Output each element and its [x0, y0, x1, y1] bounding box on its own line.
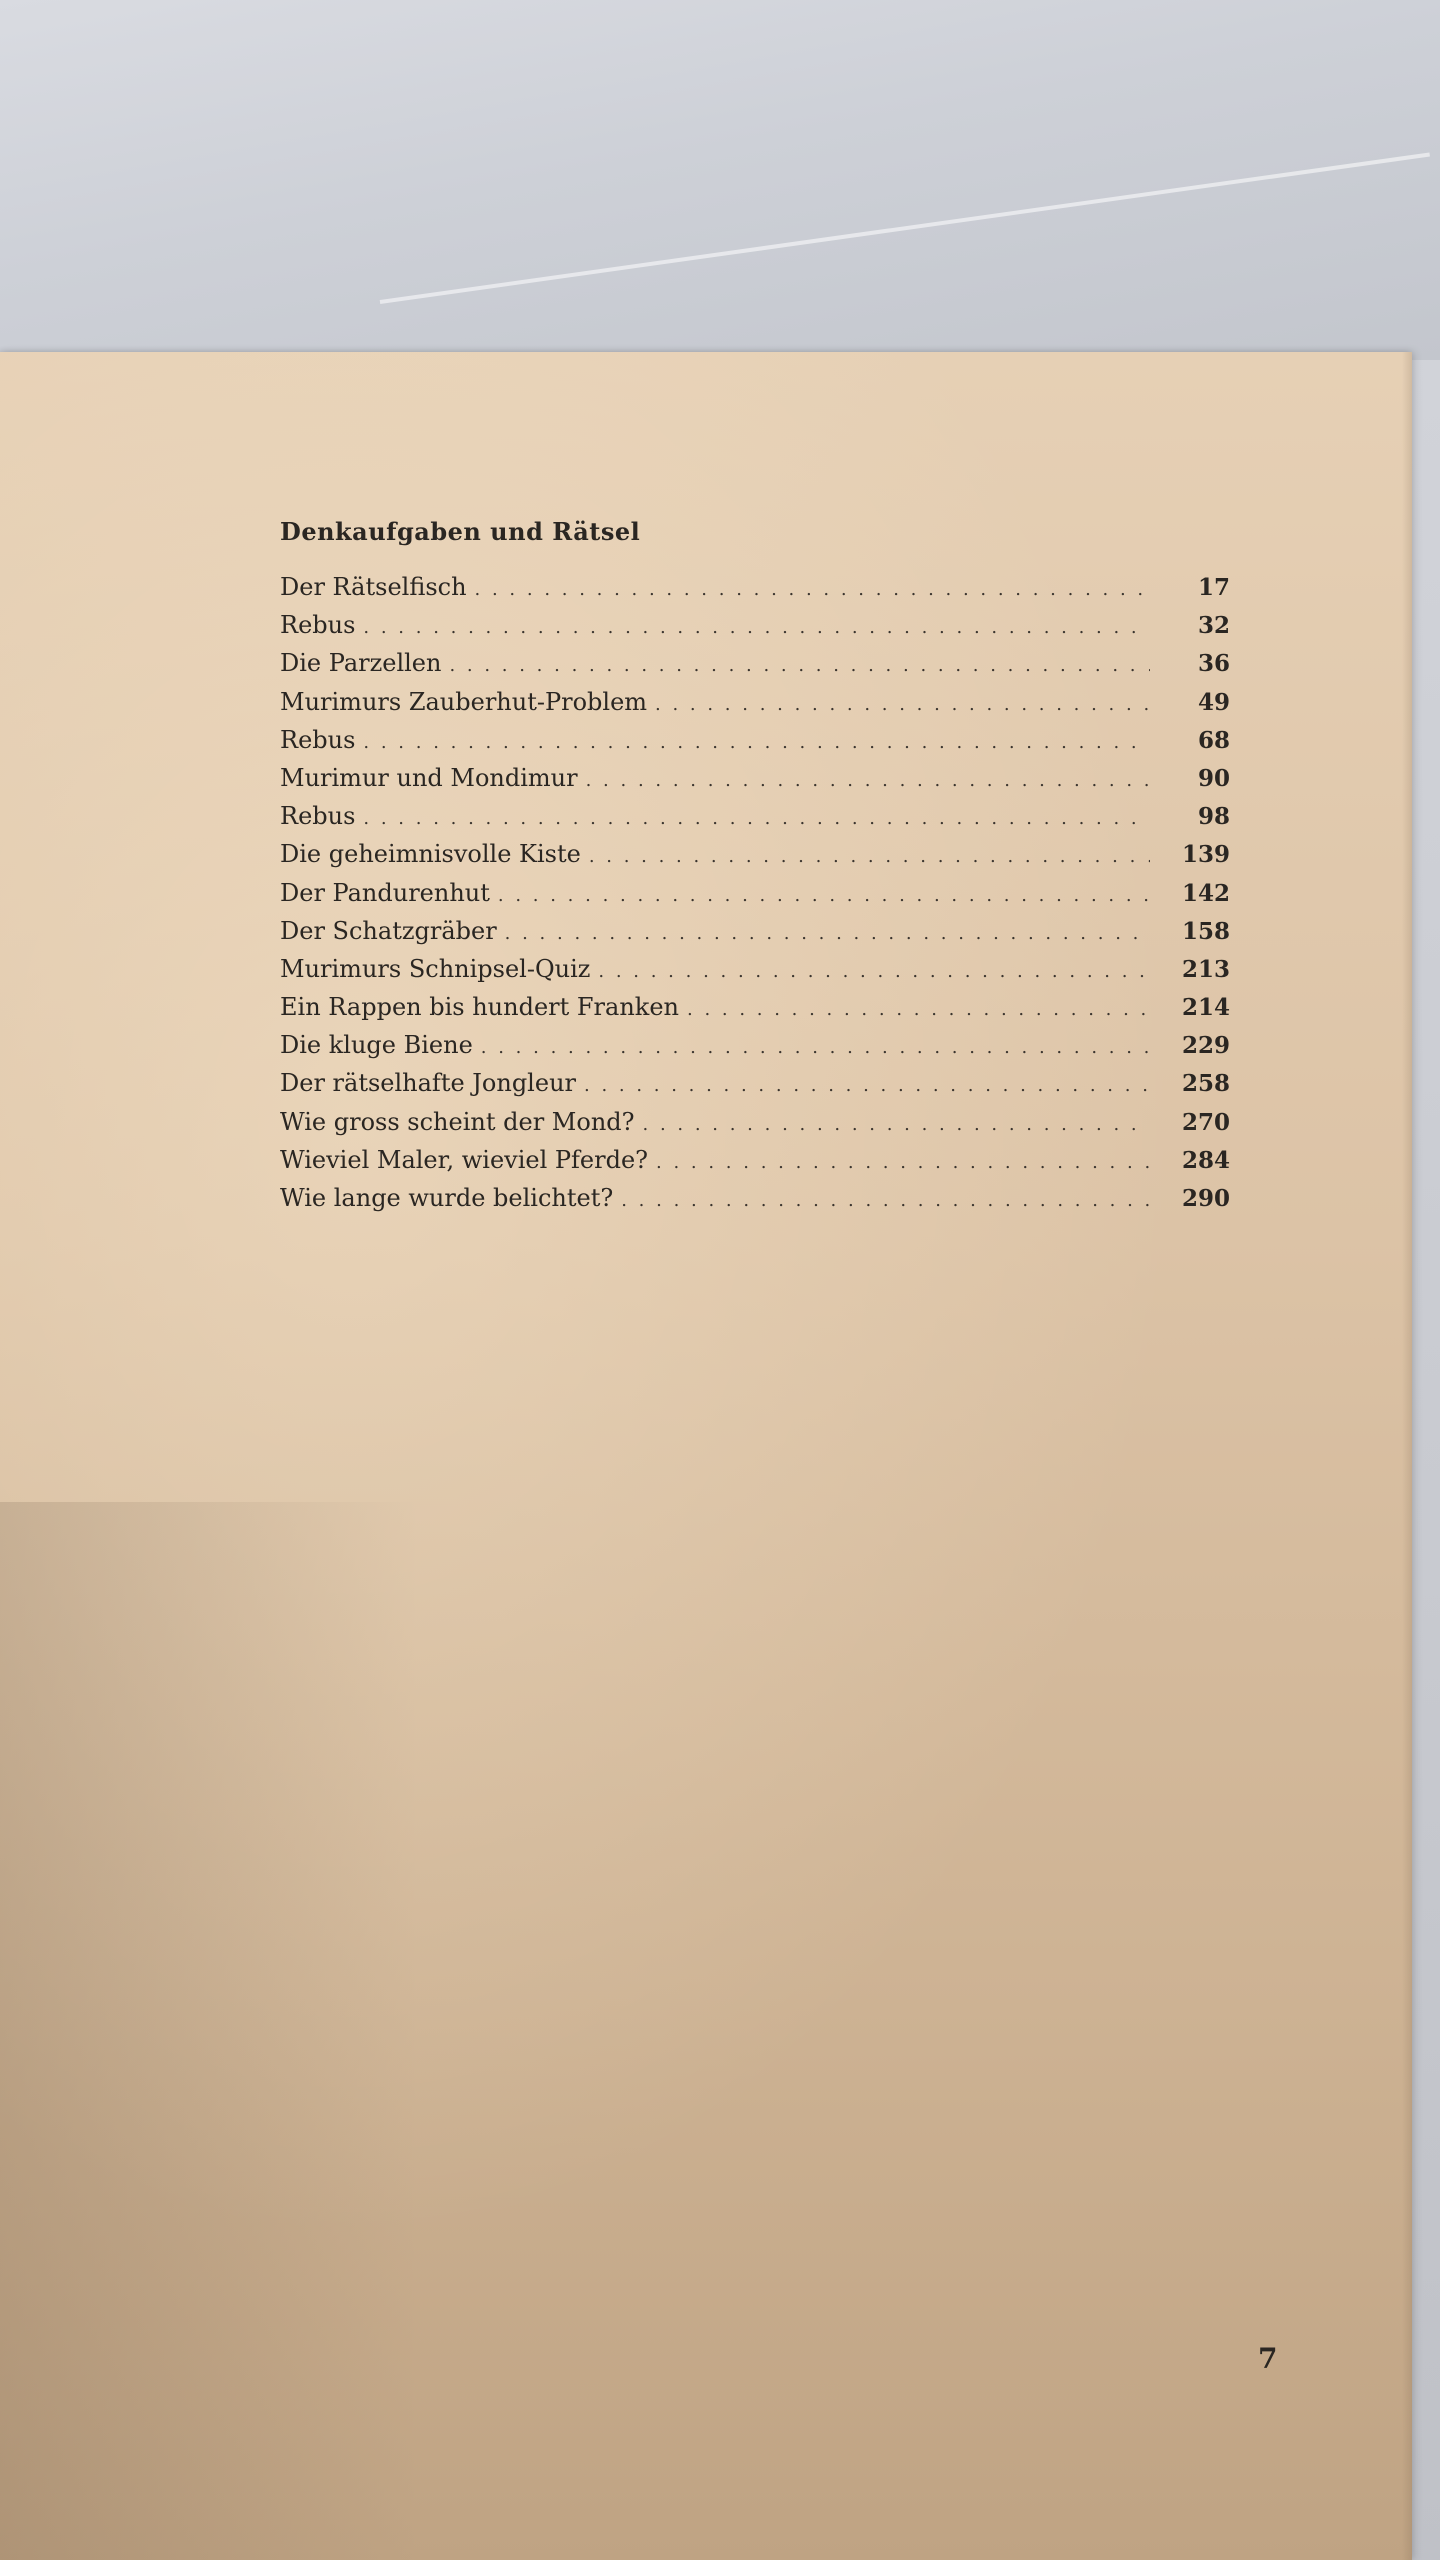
toc-entry	[280, 683, 1230, 721]
dot-leader	[481, 1029, 1150, 1067]
dot-leader	[643, 1106, 1150, 1144]
toc-entry-title: Rebus	[280, 611, 356, 640]
toc-entry	[280, 644, 1230, 682]
toc-entry-title: Der Rätselfisch	[280, 573, 467, 601]
toc-entry	[280, 1141, 1230, 1179]
page-edge	[1402, 352, 1412, 2560]
toc-entry	[280, 721, 1230, 759]
dot-leader	[586, 762, 1150, 800]
toc-entry-title: Die geheimnisvolle Kiste	[280, 840, 581, 869]
toc-entry-page: 49	[1197, 688, 1230, 716]
toc-entry-page: 17	[1197, 574, 1230, 601]
dot-leader	[687, 991, 1150, 1029]
toc-entry-page: 90	[1197, 764, 1230, 792]
toc-entry-title: Die Parzellen	[280, 649, 442, 678]
toc-list	[280, 568, 1230, 1217]
toc-entry	[280, 1026, 1230, 1064]
toc-entry-title: Rebus	[280, 802, 356, 831]
dot-leader	[656, 1144, 1150, 1182]
dot-leader	[475, 571, 1150, 609]
page-number: 7	[1258, 2342, 1278, 2375]
toc-entry-page: 270	[1181, 1108, 1230, 1136]
toc-entry-title: Der Pandurenhut	[280, 878, 490, 907]
toc-entry-page: 36	[1197, 650, 1230, 678]
toc-entry-title: Wie lange wurde belichtet?	[280, 1184, 614, 1212]
toc-entry-page: 139	[1181, 841, 1230, 869]
table-of-contents	[280, 514, 1230, 1217]
toc-entry-title: Wie gross scheint der Mond?	[280, 1107, 635, 1136]
toc-entry	[280, 835, 1230, 873]
toc-entry	[280, 912, 1230, 950]
dot-leader	[505, 915, 1150, 953]
toc-entry-title: Murimurs Schnipsel-Quiz	[280, 954, 591, 983]
toc-entry	[280, 759, 1230, 797]
toc-entry	[280, 1064, 1230, 1102]
toc-entry	[280, 874, 1230, 912]
toc-entry-title: Murimur und Mondimur	[280, 763, 578, 792]
toc-entry-page: 32	[1197, 612, 1230, 640]
dot-leader	[449, 647, 1150, 685]
toc-entry	[280, 988, 1230, 1026]
toc-entry-title: Die kluge Biene	[280, 1031, 473, 1060]
toc-entry-title: Wieviel Maler, wieviel Pferde?	[280, 1145, 649, 1174]
toc-entry-page: 98	[1197, 803, 1230, 831]
toc-entry-title: Ein Rappen bis hundert Franken	[280, 993, 679, 1022]
toc-entry-title: Der rätselhafte Jongleur	[280, 1069, 576, 1098]
table-surface	[0, 0, 1440, 360]
toc-entry-page: 142	[1181, 879, 1230, 907]
dot-leader	[598, 953, 1150, 991]
dot-leader	[584, 1067, 1150, 1105]
toc-entry-page: 284	[1181, 1146, 1230, 1174]
toc-entry	[280, 1179, 1230, 1217]
dot-leader	[655, 686, 1150, 724]
dot-leader	[363, 800, 1150, 838]
dot-leader	[498, 877, 1150, 915]
toc-entry-page: 214	[1181, 994, 1230, 1022]
toc-entry	[280, 950, 1230, 988]
toc-entry-title: Murimurs Zauberhut-Problem	[280, 687, 648, 716]
page-shadow	[0, 1502, 420, 2560]
toc-entry-title: Rebus	[280, 725, 356, 754]
toc-entry-page: 213	[1181, 955, 1230, 983]
toc-entry	[280, 797, 1230, 835]
toc-entry-page: 68	[1197, 726, 1230, 754]
toc-entry-page: 229	[1181, 1032, 1230, 1060]
toc-entry-page: 258	[1181, 1070, 1230, 1098]
toc-entry-page: 290	[1181, 1185, 1230, 1212]
toc-entry-title: Der Schatzgräber	[280, 916, 497, 945]
toc-entry	[280, 1103, 1230, 1141]
dot-leader	[363, 609, 1150, 647]
dot-leader	[363, 724, 1150, 762]
section-heading: Denkaufgaben und Rätsel	[280, 517, 641, 546]
toc-entry	[280, 606, 1230, 644]
toc-entry	[280, 568, 1230, 606]
dot-leader	[589, 838, 1150, 876]
dot-leader	[621, 1182, 1150, 1220]
book-page	[0, 352, 1412, 2560]
toc-entry-page: 158	[1181, 917, 1230, 945]
